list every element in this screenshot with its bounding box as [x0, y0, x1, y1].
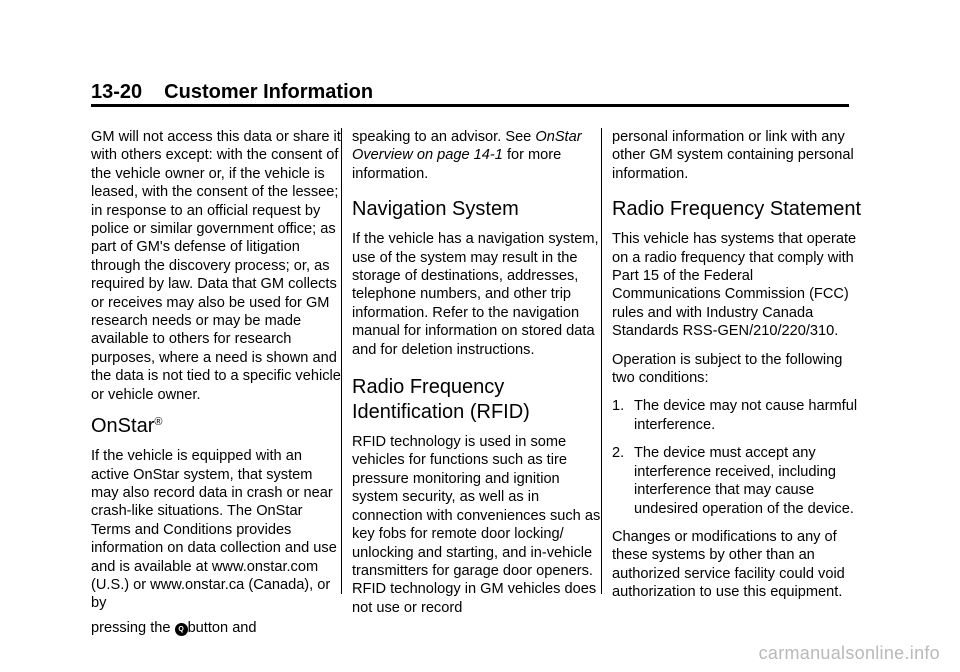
navigation-system-paragraph: If the vehicle has a navigation system, use of the system may result in the storage of destinations, addresses, telephone numbers, and other trip information. Refer to the navigation manual for information on stored data and for deletion instructions. — [352, 231, 599, 358]
registered-mark: ® — [154, 416, 163, 429]
list-item: 1. The device may not cause harmful interference. — [612, 398, 858, 433]
header-rule — [91, 104, 849, 107]
watermark: carmanualsonline.info — [758, 643, 940, 663]
conditions-list — [612, 397, 862, 517]
onstar-paragraph: If the vehicle is equipped with an active OnStar system, that system may also record data in crash or near crash-like situations. The OnStar Terms and Conditions provides information on data collection and use and is available at www.onstar.com (U.S.) or www.onstar.ca (Canada), or by — [91, 448, 337, 612]
radio-frequency-statement-heading: Radio Frequency Statement — [612, 198, 862, 221]
column-3 — [612, 128, 862, 612]
rfid-heading: Radio Frequency Identification (RFID) — [352, 376, 530, 424]
column-2 — [352, 128, 602, 627]
operation-conditions-intro: Operation is subject to the following two conditions: — [612, 351, 843, 387]
rfid-paragraph: RFID technology is used in some vehicles for functions such as tire pressure monitoring and ignition system security, as well as in connection with conveniences such as key fobs for remote door locking/ unlocking and starting, and in-vehicle transmitters for garage door openers. RFID technology in GM vehicles does not use or record — [352, 434, 601, 616]
onstar-heading: OnStar® — [91, 415, 163, 438]
onstar-continuation-paragraph: speaking to an advisor. See OnStar Overview on page 14-1 for more information. — [352, 129, 582, 182]
list-item: 2. The device must accept any interference received, including interference that may cause undesired operation of the device. — [612, 445, 854, 517]
page-number: 13-20 — [91, 81, 143, 103]
data-access-paragraph: GM will not access this data or share it with others except: with the consent of the vehicle owner or, if the vehicle is leased, with the consent of the lessee; in response to an official request by police or similar government office; as part of GM's defense of litigation through the discovery process; or, as required by law. Data that GM collects or receives may also be used for GM research needs or may be made available to others for research purposes, where a need is shown and the data is not tied to a specific vehicle or vehicle owner. — [91, 129, 341, 403]
section-title: Customer Information — [164, 81, 374, 103]
rfid-continuation-paragraph: personal information or link with any other GM system containing personal information. — [612, 129, 854, 182]
navigation-system-heading: Navigation System — [352, 198, 519, 221]
page-header — [91, 80, 373, 104]
column-1 — [91, 128, 341, 647]
column-divider-1 — [341, 128, 342, 594]
onstar-paragraph-end: pressing the Q button and — [91, 619, 257, 636]
onstar-overview-reference[interactable]: OnStar Overview on page 14-1 — [352, 129, 582, 164]
fcc-compliance-paragraph: This vehicle has systems that operate on a radio frequency that comply with Part 15 of the Federal Communications Commission (FCC) rules and with Industry Canada Standards RSS-GEN/210/220/310. — [612, 231, 857, 340]
onstar-button-icon: Q — [175, 623, 188, 636]
modifications-warning-paragraph: Changes or modifications to any of these systems by other than an authorized service facility could void authorization to use this equipment. — [612, 528, 845, 601]
